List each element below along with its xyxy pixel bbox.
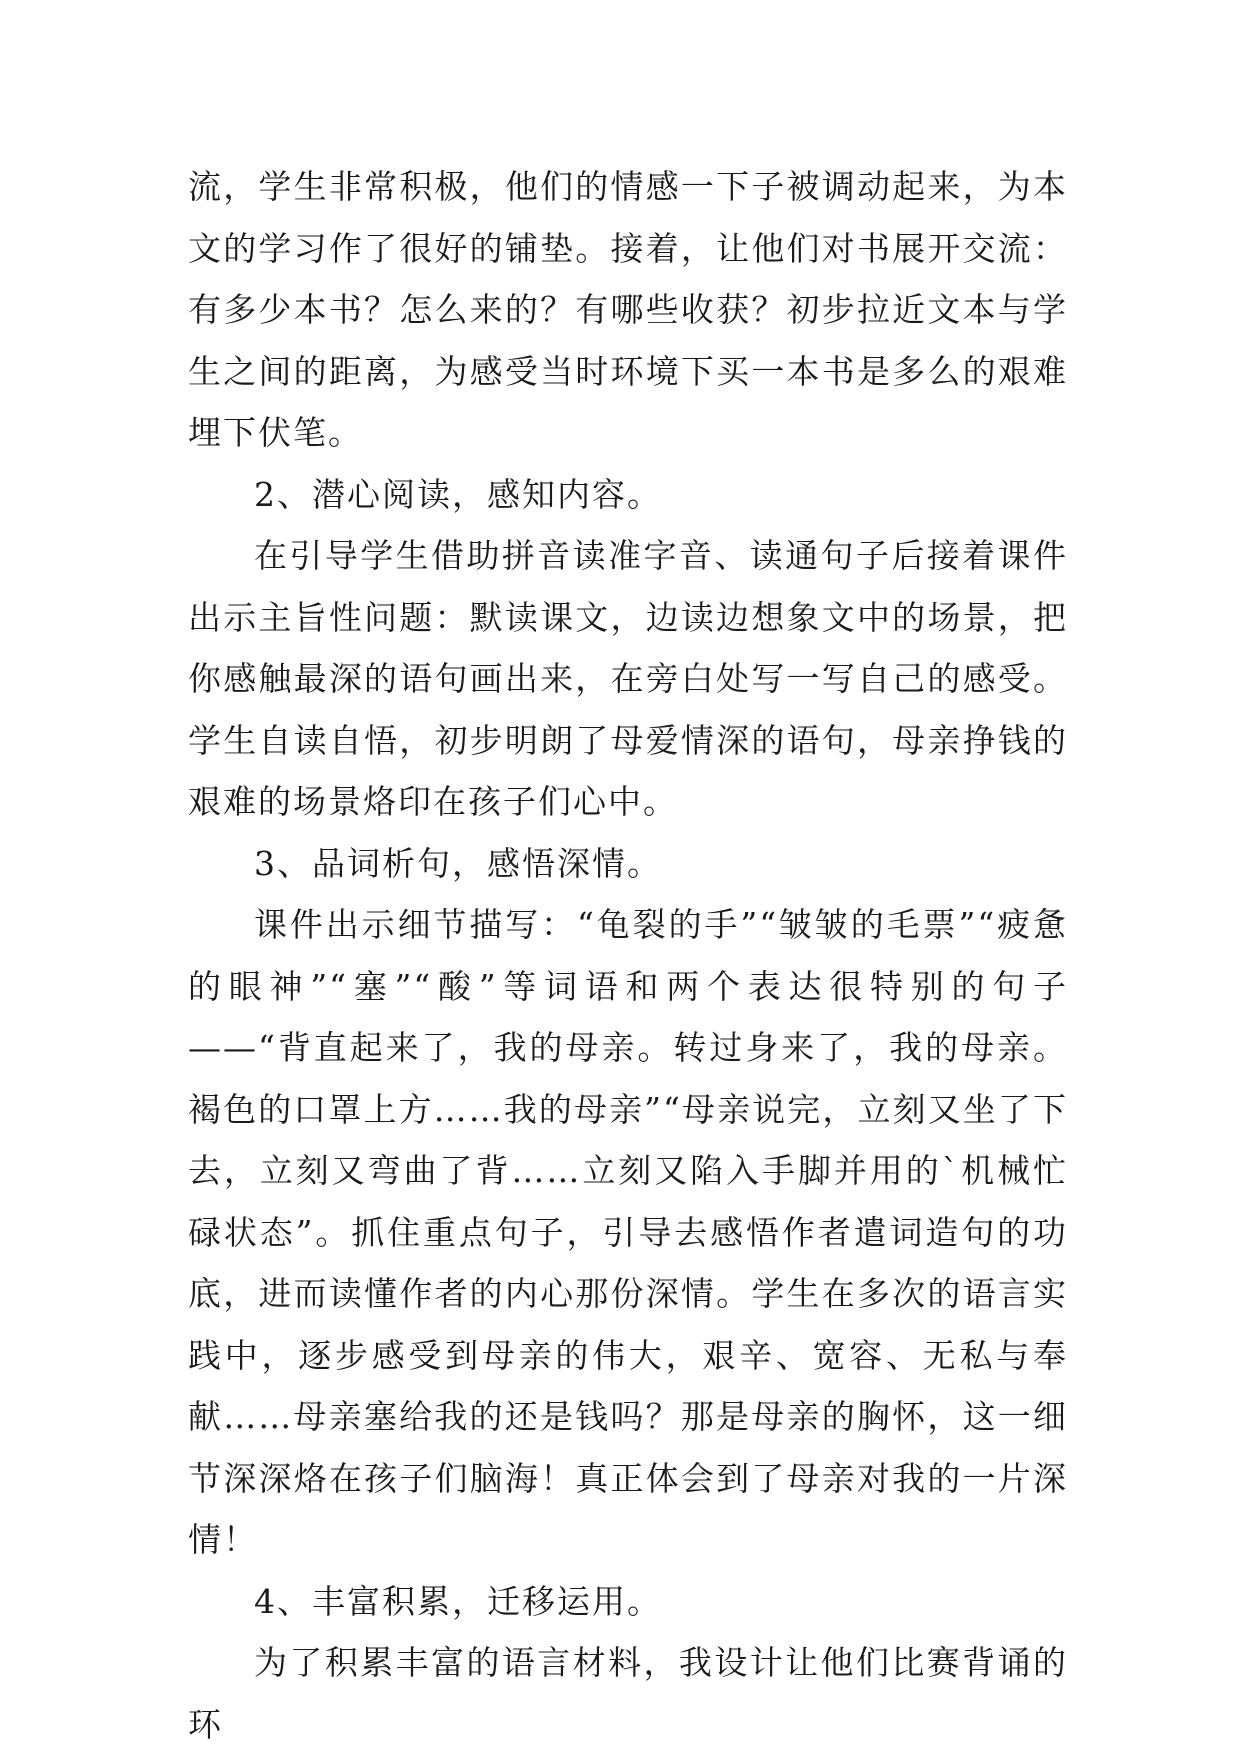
section-heading-4: 4、丰富积累，迁移运用。: [254, 1581, 662, 1621]
section-heading-2: 2、潜心阅读，感知内容。: [254, 474, 662, 514]
paragraph-intro-continuation: 流，学生非常积极，他们的情感一下子被调动起来，为本文的学习作了很好的铺垫。接着，让他们对书展开交流：有多少本书？怎么来的？有哪些收获？初步拉近文本与学生之间的距离，为感受当时环境下买一本书是多么的艰难埋下伏笔。: [188, 167, 1068, 452]
section-heading-3: 3、品词析句，感悟深情。: [254, 843, 662, 883]
document-body: [188, 156, 1068, 1755]
paragraph-reading: 在引导学生借助拼音读准字音、读通句子后接着课件出示主旨性问题：默读课文，边读边想象文中的场景，把你感触最深的语句画出来，在旁白处写一写自己的感受。学生自读自悟，初步明朗了母爱情深的语句，母亲挣钱的艰难的场景烙印在孩子们心中。: [188, 536, 1068, 821]
paragraph-analysis: 课件出示细节描写：“龟裂的手”“皱皱的毛票”“疲惫的眼神”“塞”“酸”等词语和两个表达很特别的句子——“背直起来了，我的母亲。转过身来了，我的母亲。褐色的口罩上方……我的母亲”“母亲说完，立刻又坐了下去，立刻又弯曲了背……立刻又陷入手脚并用的`机械忙碌状态”。抓住重点句子，引导去感悟作者遣词造句的功底，进而读懂作者的内心那份深情。学生在多次的语言实践中，逐步感受到母亲的伟大，艰辛、宽容、无私与奉献……母亲塞给我的还是钱吗？那是母亲的胸怀，这一细节深深烙在孩子们脑海！真正体会到了母亲对我的一片深情！: [188, 905, 1068, 1559]
paragraph-accumulation: 为了积累丰富的语言材料，我设计让他们比赛背诵的环: [188, 1643, 1068, 1744]
